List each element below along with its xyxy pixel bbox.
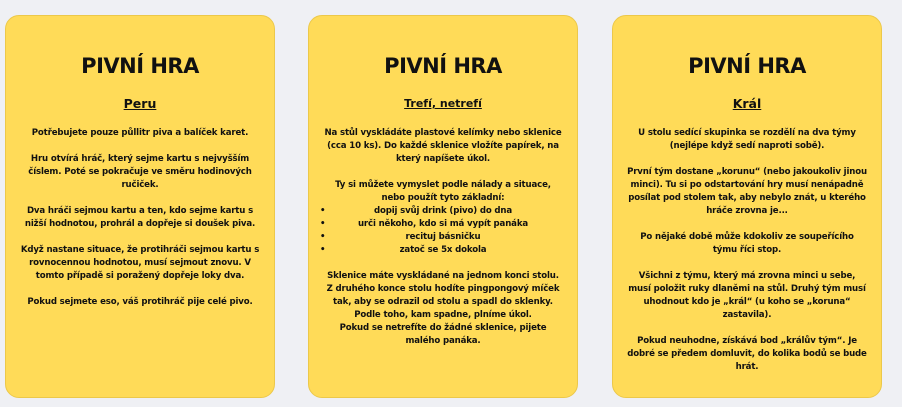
game-card-kral bbox=[612, 15, 882, 398]
card-title: PIVNÍ HRA bbox=[81, 54, 199, 78]
card-body bbox=[6, 127, 274, 309]
card-paragraph: První tým dostane „korunu“ (nebo jakoukoliv jinou minci). Tu si po odstartování hry musí nenápadně posílat pod stolem tak, aby nebylo znát, u kterého hráče zrovna je... bbox=[627, 167, 867, 216]
card-paragraph: U stolu sedící skupinka se rozdělí na dva týmy (nejlépe když sedí naproti sobě). bbox=[638, 128, 856, 151]
card-line: Sklenice máte vyskládané na jednom konci stolu. bbox=[327, 271, 559, 281]
card-paragraph: Dva hráči sejmou kartu a ten, kdo sejme kartu s nižší hodnotou, prohrál a dopřeje si doušek piva. bbox=[24, 206, 256, 229]
list-item-text: urči někoho, kdo si má vypít panáka bbox=[357, 219, 529, 229]
card-line: Z druhého konce stolu hodíte pingpongový míček tak, aby se odrazil od stolu a spadl do sklenky. bbox=[326, 284, 560, 307]
list-item-text: recituj básničku bbox=[405, 232, 481, 242]
card-subtitle: Peru bbox=[123, 96, 157, 111]
bullet-icon: • bbox=[320, 232, 326, 242]
list-item-text: zatoč se 5x dokola bbox=[399, 245, 487, 255]
card-paragraph: Potřebujete pouze půllitr piva a balíček karet. bbox=[31, 128, 249, 138]
bullet-icon: • bbox=[320, 219, 326, 229]
task-list bbox=[320, 205, 563, 257]
card-paragraph: Když nastane situace, že protihráči sejmou kartu s rovnocennou hodnotou, musí sejmout znovu. V tomto případě si poražený dopřeje loky dva. bbox=[20, 245, 260, 281]
list-item bbox=[320, 231, 563, 244]
card-paragraph: Pokud sejmete eso, váš protihráč pije celé pivo. bbox=[27, 297, 253, 307]
card-subtitle: Král bbox=[732, 96, 762, 111]
list-item bbox=[320, 205, 563, 218]
card-paragraph: Po nějaké době může kdokoliv ze soupeřícího týmu říci stop. bbox=[640, 232, 854, 255]
game-card-peru bbox=[5, 15, 275, 398]
card-line: Podle toho, kam spadne, plníme úkol. bbox=[354, 310, 532, 320]
bullet-icon: • bbox=[320, 206, 326, 216]
list-item bbox=[320, 218, 563, 231]
card-title: PIVNÍ HRA bbox=[688, 54, 806, 78]
card-body bbox=[309, 127, 577, 348]
card-body bbox=[613, 127, 881, 374]
card-paragraph: Na stůl vyskládáte plastové kelímky nebo sklenice (cca 10 ks). Do každé sklenice vložíte papírek, na který napíšete úkol. bbox=[324, 128, 562, 164]
list-item bbox=[320, 244, 563, 257]
list-item-text: dopij svůj drink (pivo) do dna bbox=[373, 206, 513, 216]
card-list-intro: Ty si můžete vymyslet podle nálady a situace, nebo použít tyto základní: bbox=[335, 180, 551, 203]
game-card-trefi-netrefi bbox=[308, 15, 578, 398]
card-title: PIVNÍ HRA bbox=[384, 54, 502, 78]
card-paragraph: Pokud neuhodne, získává bod „králův tým“. Je dobré se předem domluvit, do kolika bodů se bude hrát. bbox=[627, 336, 867, 372]
card-paragraph: Hru otvírá hráč, který sejme kartu s nejvyšším číslem. Poté se pokračuje ve směru hodinových ručiček. bbox=[28, 154, 252, 190]
card-line: Pokud se netrefíte do žádné sklenice, pijete malého panáka. bbox=[339, 323, 547, 346]
bullet-icon: • bbox=[320, 245, 326, 255]
card-subtitle: Trefí, netrefí bbox=[404, 97, 482, 110]
card-paragraph: Všichni z týmu, který má zrovna minci u sebe, musí položit ruky dlaněmi na stůl. Druhý tým musí uhodnout kdo je „král“ (u koho se „koruna“ zastavila). bbox=[628, 271, 866, 320]
